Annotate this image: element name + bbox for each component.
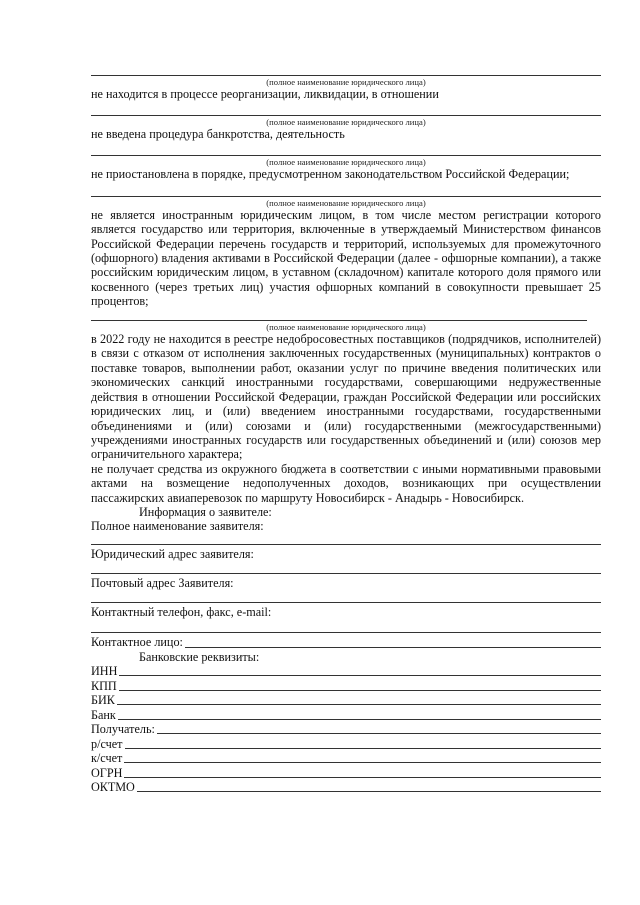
form-page [91,60,601,794]
statement-suspension: не приостановлена в порядке, предусмотренном законодательством Российской Федерации; [91,167,570,182]
statement-reorganization: не находится в процессе реорганизации, ликвидации, в отношении [91,87,439,101]
bik-input[interactable] [117,704,601,705]
bank-heading: Банковские реквизиты: [139,649,260,664]
applicant-heading: Информация о заявителе: [139,505,272,520]
org-name-caption-2: (полное наименование юридического лица) [266,117,426,128]
account-input[interactable] [125,748,601,749]
applicant-full-name-input[interactable] [91,544,601,545]
kpp-field [91,678,601,693]
bank-input[interactable] [118,719,601,720]
recipient-field [91,722,601,737]
applicant-postal-address-input[interactable] [91,602,601,603]
bik-field [91,693,601,708]
statement-budget: не получает средства из окружного бюджета в соответствии с иными нормативными правовыми актами на возмещение недополученных доходов, возникающих при осуществлении пассажирских авиаперевозок по маршруту Новосибирск - Анадырь - Новосибирск. [91,461,601,505]
applicant-contacts-input[interactable] [91,632,601,633]
org-name-caption-5: (полное наименование юридического лица) [266,321,426,332]
ogrn-field [91,765,601,780]
inn-label: ИНН [91,664,118,679]
org-name-line-5[interactable] [91,320,587,321]
inn-field [91,664,601,679]
corr-account-label: к/счет [91,751,123,766]
applicant-contacts-label: Контактный телефон, факс, e-mail: [91,605,272,620]
bik-label: БИК [91,693,115,708]
bank-label: Банк [91,707,116,722]
corr-account-input[interactable] [124,762,601,763]
applicant-legal-address-input[interactable] [91,573,601,574]
inn-input[interactable] [119,675,601,676]
kpp-label: КПП [91,678,117,693]
oktmo-label: ОКТМО [91,780,135,795]
ogrn-label: ОГРН [91,765,123,780]
org-name-caption-3: (полное наименование юридического лица) [266,157,426,168]
ogrn-input[interactable] [124,777,601,778]
applicant-legal-address-label: Юридический адрес заявителя: [91,546,254,561]
org-name-line-2[interactable] [91,115,601,116]
org-name-line-4[interactable] [91,196,601,197]
org-name-caption-4: (полное наименование юридического лица) [266,197,426,208]
contact-person-input[interactable] [185,647,601,648]
recipient-input[interactable] [157,733,601,734]
recipient-label: Получатель: [91,722,155,737]
account-field [91,736,601,751]
corr-account-field [91,751,601,766]
oktmo-input[interactable] [137,791,601,792]
kpp-input[interactable] [119,690,601,691]
org-name-caption-1: (полное наименование юридического лица) [266,77,426,87]
applicant-postal-address-label: Почтовый адрес Заявителя: [91,575,234,590]
oktmo-field [91,780,601,795]
account-label: р/счет [91,736,123,751]
statement-offshore: не является иностранным юридическим лицом, в том числе местом регистрации которого является государство или территория, включенные в утверждаемый Министерством финансов Российской Федерации перечень государств и территорий, используемых для промежуточного (офшорного) владения активами в Российской Федерации (далее - офшорные компании), а также российским юридическим лицом, в уставном (складочном) капитале которого доля прямого или косвенного (через третьих лиц) участия офшорных компаний в совокупности превышает 25 процентов; [91,207,601,309]
contact-person-label: Контактное лицо: [91,635,183,650]
applicant-full-name-label: Полное наименование заявителя: [91,519,264,534]
statement-registry: в 2022 году не находится в реестре недобросовестных поставщиков (подрядчиков, исполнителей) в связи с отказом от исполнения заключенных государственных (муниципальных) контрактов о поставке товаров, выполнении работ, оказании услуг по причине введения политических или экономических санкций иностранными государствами, совершающими недружественные действия в отношении Российской Федерации, граждан Российской Федерации или российских юридических лиц, и (или) введением иностранными государствами, государственными объединениями и (или) союзами и (или) государственными (межгосударственными) учреждениями иностранных государств или государственных объединений и (или) союзов мер ограничительного характера; [91,331,601,462]
contact-person-field [91,635,601,650]
org-name-line-3[interactable] [91,155,601,156]
statement-bankruptcy: не введена процедура банкротства, деятельность [91,127,345,142]
bank-field [91,707,601,722]
org-name-line-1[interactable] [91,75,601,76]
